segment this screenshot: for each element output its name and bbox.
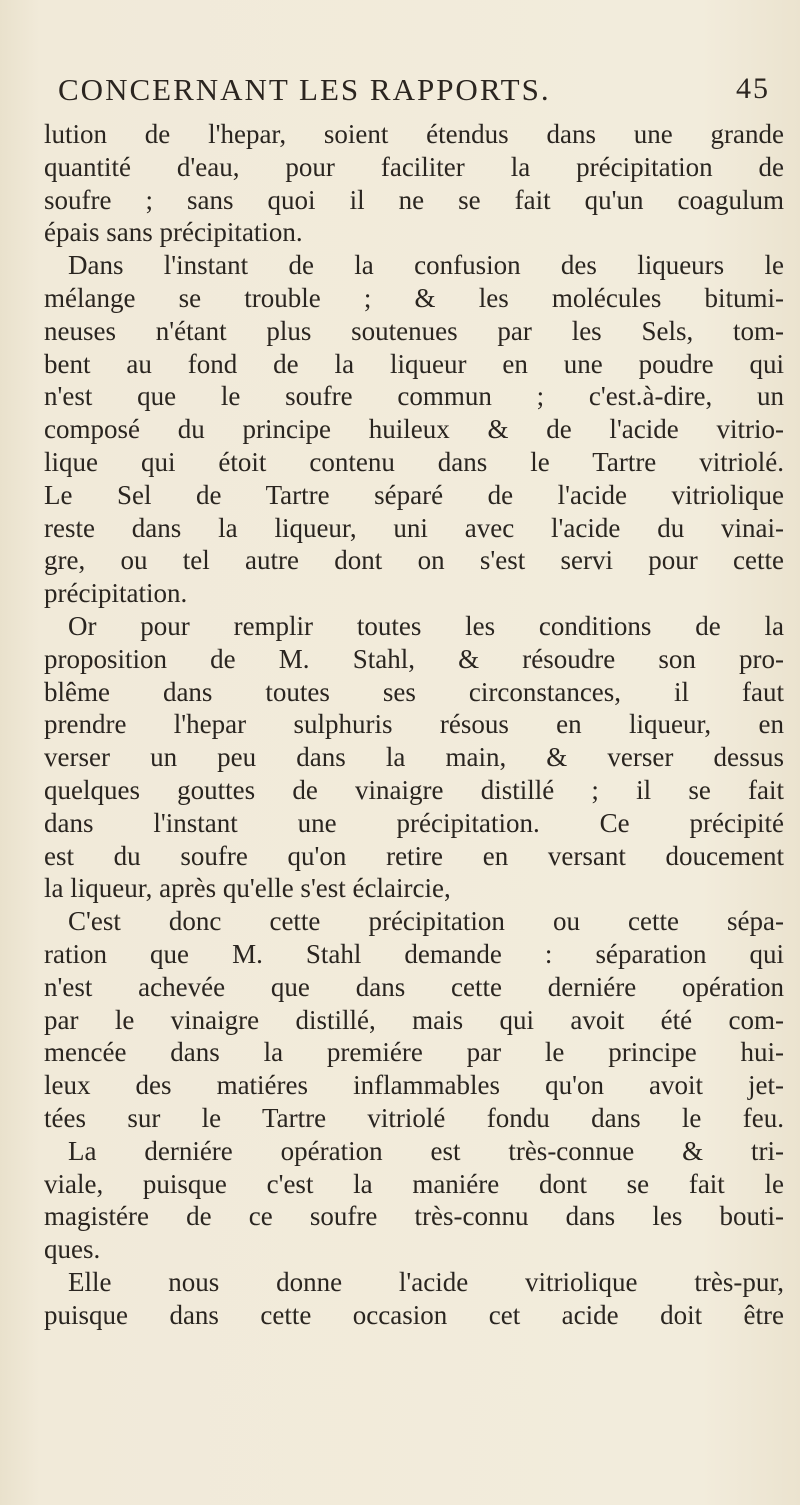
text-line: précipitation. — [44, 578, 188, 609]
text-line: mencée dans la premiére par le principe hui- — [44, 1037, 784, 1068]
text-line: neuses n'étant plus soutenues par les Sels, tom- — [44, 315, 784, 346]
text-line: proposition de M. Stahl, & résoudre son pro- — [44, 643, 784, 674]
page-number: 45 — [736, 72, 770, 105]
text-line: ration que M. Stahl demande : séparation qui — [44, 938, 784, 969]
body-text — [44, 118, 784, 1331]
text-line: lique qui étoit contenu dans le Tartre vitriolé. — [44, 446, 784, 477]
text-line: Dans l'instant de la confusion des liqueurs le — [68, 250, 784, 281]
text-line: tées sur le Tartre vitriolé fondu dans le feu. — [44, 1102, 784, 1133]
text-line: bent au fond de la liqueur en une poudre qui — [44, 348, 784, 379]
text-line: viale, puisque c'est la maniére dont se fait le — [44, 1168, 784, 1199]
text-line: puisque dans cette occasion cet acide doit être — [44, 1299, 784, 1330]
text-line: dans l'instant une précipitation. Ce précipité — [44, 807, 784, 838]
text-line: reste dans la liqueur, uni avec l'acide du vinai- — [44, 512, 784, 543]
text-line: n'est que le soufre commun ; c'est.à-dire, un — [44, 381, 784, 412]
text-line: soufre ; sans quoi il ne se fait qu'un coagulum — [44, 184, 784, 215]
page-header — [58, 72, 770, 122]
text-line: La derniére opération est très-connue & tri- — [68, 1135, 784, 1166]
text-line: Le Sel de Tartre séparé de l'acide vitriolique — [44, 479, 784, 510]
text-line: prendre l'hepar sulphuris résous en liqueur, en — [44, 709, 784, 740]
text-line: est du soufre qu'on retire en versant doucement — [44, 840, 784, 871]
text-line: Or pour remplir toutes les conditions de la — [68, 610, 784, 641]
text-line: quelques gouttes de vinaigre distillé ; il se fait — [44, 774, 784, 805]
text-line: leux des matiéres inflammables qu'on avoit jet- — [44, 1070, 784, 1101]
text-line: n'est achevée que dans cette derniére opération — [44, 971, 784, 1002]
text-line: C'est donc cette précipitation ou cette sépa- — [68, 906, 784, 937]
text-line: la liqueur, après qu'elle s'est éclaircie, — [44, 873, 451, 904]
text-line: ques. — [44, 1234, 101, 1265]
text-line: lution de l'hepar, soient étendus dans une grande — [44, 119, 784, 149]
text-line: par le vinaigre distillé, mais qui avoit été com- — [44, 1004, 784, 1035]
running-title: CONCERNANT LES RAPPORTS. — [58, 72, 551, 107]
text-line: verser un peu dans la main, & verser dessus — [44, 742, 784, 773]
text-line: Elle nous donne l'acide vitriolique très-pur, — [68, 1266, 784, 1297]
text-line: quantité d'eau, pour faciliter la précipitation de — [44, 151, 784, 182]
text-line: magistére de ce soufre très-connu dans les bouti- — [44, 1201, 784, 1232]
text-line: épais sans précipitation. — [44, 217, 303, 248]
text-line: blême dans toutes ses circonstances, il faut — [44, 676, 784, 707]
text-line: composé du principe huileux & de l'acide vitrio- — [44, 414, 784, 445]
text-line: mélange se trouble ; & les molécules bitumi- — [44, 282, 784, 313]
text-line: gre, ou tel autre dont on s'est servi pour cette — [44, 545, 784, 576]
